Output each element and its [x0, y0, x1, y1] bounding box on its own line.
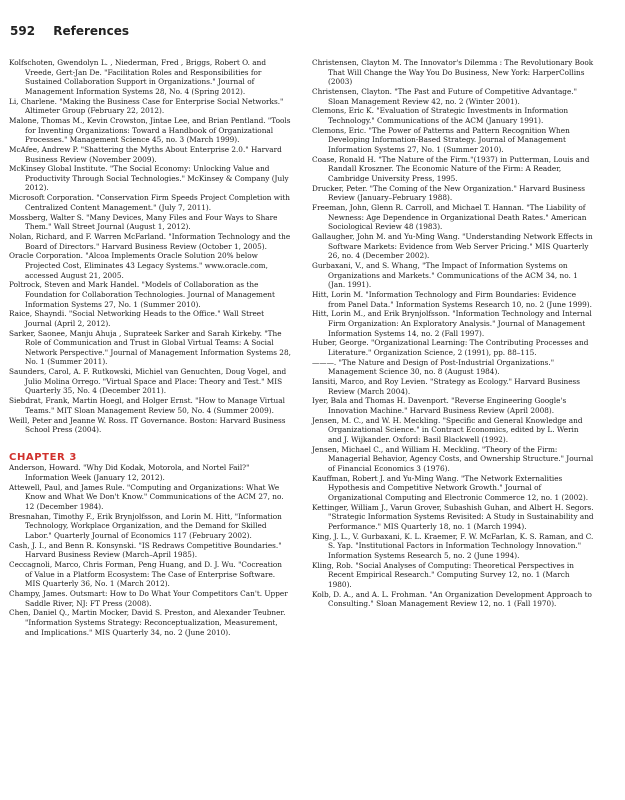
reference-entry: Oracle Corporation. "Alcoa Implements Oracle Solution 20% below Projected Cost, Eliminates 43 Legacy Systems." www.oracle.com, accessed August 21, 2005. — [9, 251, 268, 280]
reference-entry: Hitt, Lorin M., and Erik Brynjolfsson. "Information Technology and Internal Firm Organization: An Exploratory Analysis." Journal of Management Information Systems 14, no. 2 (Fall 1997). — [312, 309, 592, 338]
reference-entry: Ceccagnoli, Marco, Chris Forman, Peng Huang, and D. J. Wu. "Cocreation of Value in a Platform Ecosystem: The Case of Enterprise Software. MIS Quarterly 36, No. 1 (March 2012). — [9, 560, 283, 589]
reference-entry: Drucker, Peter. "The Coming of the New Organization." Harvard Business Review (January–February 1988). — [312, 183, 585, 203]
reference-entry: McAfee, Andrew P. "Shattering the Myths About Enterprise 2.0." Harvard Business Review (November 2009). — [9, 144, 282, 164]
reference-entry: Malone, Thomas M., Kevin Crowston, Jintae Lee, and Brian Pentland. "Tools for Inventing Organizations: Toward a Handbook of Organizational Processes." Management Science 45, no. 3 (March 1999). — [9, 115, 291, 145]
reference-entry: Kauffman, Robert J. and Yu-Ming Wang. "The Network Externalities Hypothesis and Competitive Network Growth." Journal of Organizational Computing and Electronic Commerce 12, no. 1 (2002). — [312, 473, 589, 502]
reference-entry: Hitt, Lorin M. "Information Technology and Firm Boundaries: Evidence from Panel Data." Information Systems Research 10, no. 2 (June 1999). — [312, 289, 592, 309]
running-title: References — [53, 24, 129, 38]
reference-entry: Poltrock, Steven and Mark Handel. "Models of Collaboration as the Foundation for Collaboration Technologies. Journal of Management Information Systems 27, No. 1 (Summer 2010). — [9, 280, 275, 309]
reference-entry: Gurbaxani, V., and S. Whang, "The Impact of Information Systems on Organizations and Markets." Communications of the ACM 34, no. 1 (Jan. 1991). — [312, 260, 578, 290]
reference-entry: Anderson, Howard. "Why Did Kodak, Motorola, and Nortel Fail?" Information Week (January 12, 2012). — [9, 463, 250, 482]
running-header — [10, 24, 129, 38]
reference-entry: Nolan, Richard, and F. Warren McFarland. "Information Technology and the Board of Directors." Harvard Business Review (October 1, 2005). — [9, 232, 291, 251]
reference-entry: Weill, Peter and Jeanne W. Ross. IT Governance. Boston: Harvard Business School Press (2004). — [9, 415, 286, 435]
reference-entry: Huber, George. "Organizational Learning: The Contributing Processes and Literature." Organization Science, 2 (1991), pp. 88–115. — [312, 338, 589, 357]
reference-entry: Iansiti, Marco, and Roy Levien. "Strategy as Ecology." Harvard Business Review (March 2004). — [312, 377, 581, 396]
reference-entry: Jensen, M. C., and W. H. Meckling. "Specific and General Knowledge and Organizational Science." in Contract Economics, edited by L. Werin and J. Wijkander. Oxford: Basil Blackwell (1992). — [312, 415, 583, 444]
reference-entry: Kettinger, William J., Varun Grover, Subashish Guhan, and Albert H. Segors. "Strategic Information Systems Revisited: A Study in Sustainability and Performance." MIS Quarterly 18, no. 1 (March 1994). — [312, 502, 594, 531]
reference-entry: Raice, Shayndi. "Social Networking Heads to the Office." Wall Street Journal (April 2, 2012). — [9, 309, 265, 328]
right-column — [312, 58, 594, 609]
reference-entry: King, J. L., V. Gurbaxani, K. L. Kraemer, F. W. McFarlan, K. S. Raman, and C. S. Yap. "Institutional Factors in Information Technology Innovation." Information Systems Research 5, no. 2 (June 1994). — [312, 531, 594, 560]
chapter-heading: CHAPTER 3 — [9, 451, 77, 463]
reference-entry: Attewell, Paul, and James Rule. "Computing and Organizations: What We Know and What We Don't Know." Communications of the ACM 27, no. 12 (December 1984). — [9, 482, 284, 511]
reference-entry: Siebdrat, Frank, Martin Hoegl, and Holger Ernst. "How to Manage Virtual Teams." MIT Sloan Management Review 50, No. 4 (Summer 2009). — [9, 396, 285, 415]
reference-entry: Jensen, Michael C., and William H. Meckling. "Theory of the Firm: Managerial Behavior, Agency Costs, and Ownership Structure." Journal of Financial Economics 3 (1976). — [312, 444, 594, 473]
reference-entry: Mossberg, Walter S. "Many Devices, Many Files and Four Ways to Share Them." Wall Street Journal (August 1, 2012). — [9, 212, 278, 232]
reference-entry: Coase, Ronald H. "The Nature of the Firm."(1937) in Putterman, Louis and Randall Kroszner. The Economic Nature of the Firm: A Reader, Cambridge University Press, 1995. — [312, 154, 590, 183]
reference-entry: Freeman, John, Glenn R. Carroll, and Michael T. Hannan. "The Liability of Newness: Age Dependence in Organizational Death Rates." American Sociological Review 48 (1983). — [312, 203, 587, 232]
reference-entry: Christensen, Clayton M. The Innovator's Dilemma : The Revolutionary Book That Will Change the Way You Do Business, New York: HarperCollins (2003) — [312, 58, 594, 87]
reference-entry: Christensen, Clayton. "The Past and Future of Competitive Advantage." Sloan Management Review 42, no. 2 (Winter 2001). — [312, 86, 577, 106]
reference-list-chapter-2 — [9, 58, 291, 435]
reference-entry: ———. "The Nature and Design of Post-Industrial Organizations." Management Science 30, no. 8 (August 1984). — [312, 357, 555, 377]
reference-entry: Cash, J. I., and Benn R. Konsynski. "IS Redraws Competitive Boundaries." Harvard Business Review (March–April 1985). — [9, 540, 282, 560]
reference-entry: Kling, Rob. "Social Analyses of Computing: Theoretical Perspectives in Recent Empirical Research." Computing Survey 12, no. 1 (March 1980). — [312, 560, 574, 589]
reference-entry: Bresnahan, Timothy F., Erik Brynjolfsson, and Lorin M. Hitt, "Information Technology, Workplace Organization, and the Demand for Skilled Labor." Quarterly Journal of Economics 117 (February 2002). — [9, 511, 282, 540]
reference-entry: Li, Charlene. "Making the Business Case for Enterprise Social Networks." Altimeter Group (February 22, 2012). — [9, 96, 284, 116]
reference-entry: Kolfschoten, Gwendolyn L. , Niederman, Fred , Briggs, Robert O. and Vreede, Gert-Jan De. "Facilitation Roles and Responsibilities for Sustained Collaboration Support in Organizations." Journal of Management Information Systems 28, No. 4 (Spring 2012). — [9, 58, 267, 96]
reference-entry: Clemons, Eric K. "Evaluation of Strategic Investments in Information Technology." Communications of the ACM (January 1991). — [312, 106, 569, 125]
page-number: 592 — [10, 24, 36, 38]
reference-list-chapter-3 — [9, 463, 291, 637]
reference-entry: Sarker, Saonee, Manju Ahuja , Suprateek Sarker and Sarah Kirkeby. "The Role of Communication and Trust in Global Virtual Teams: A Social Network Perspective." Journal of Management Information Systems 28, No. 1 (Summer 2011). — [9, 328, 291, 367]
left-column — [9, 58, 291, 637]
reference-entry: Chen, Daniel Q., Martin Mocker, David S. Preston, and Alexander Teubner. "Information Systems Strategy: Reconceptualization, Measurement, and Implications." MIS Quarterly 34, no. 2 (June 2010). — [9, 608, 286, 637]
reference-entry: Iyer, Bala and Thomas H. Davenport. "Reverse Engineering Google's Innovation Machine." Harvard Business Review (April 2008). — [312, 396, 567, 415]
reference-entry: Champy, James. Outsmart: How to Do What Your Competitors Can't. Upper Saddle River, NJ: FT Press (2008). — [9, 589, 288, 608]
reference-entry: Kolb, D. A., and A. L. Frohman. "An Organization Development Approach to Consulting." Sloan Management Review 12, no. 1 (Fall 1970). — [312, 589, 592, 609]
reference-entry: Microsoft Corporation. "Conservation Firm Speeds Project Completion with Centralized Content Management." (July 7, 2011). — [9, 193, 290, 212]
reference-entry: Clemons, Eric. "The Power of Patterns and Pattern Recognition When Developing Information-Based Strategy. Journal of Management Information Systems 27, No. 1 (Summer 2010). — [312, 125, 570, 154]
reference-entry: Gallaugher, John M. and Yu-Ming Wang. "Understanding Network Effects in Software Markets: Evidence from Web Server Pricing." MIS Quarterly 26, no. 4 (December 2002). — [312, 232, 593, 261]
reference-entry: Saunders, Carol, A. F. Rutkowski, Michiel van Genuchten, Doug Vogel, and Julio Molina Orrego. "Virtual Space and Place: Theory and Test." MIS Quarterly 35, No. 4 (December 2011). — [9, 367, 287, 396]
reference-entry: McKinsey Global Institute. "The Social Economy: Unlocking Value and Productivity Through Social Technologies." McKinsey & Company (July 2012). — [9, 164, 289, 193]
